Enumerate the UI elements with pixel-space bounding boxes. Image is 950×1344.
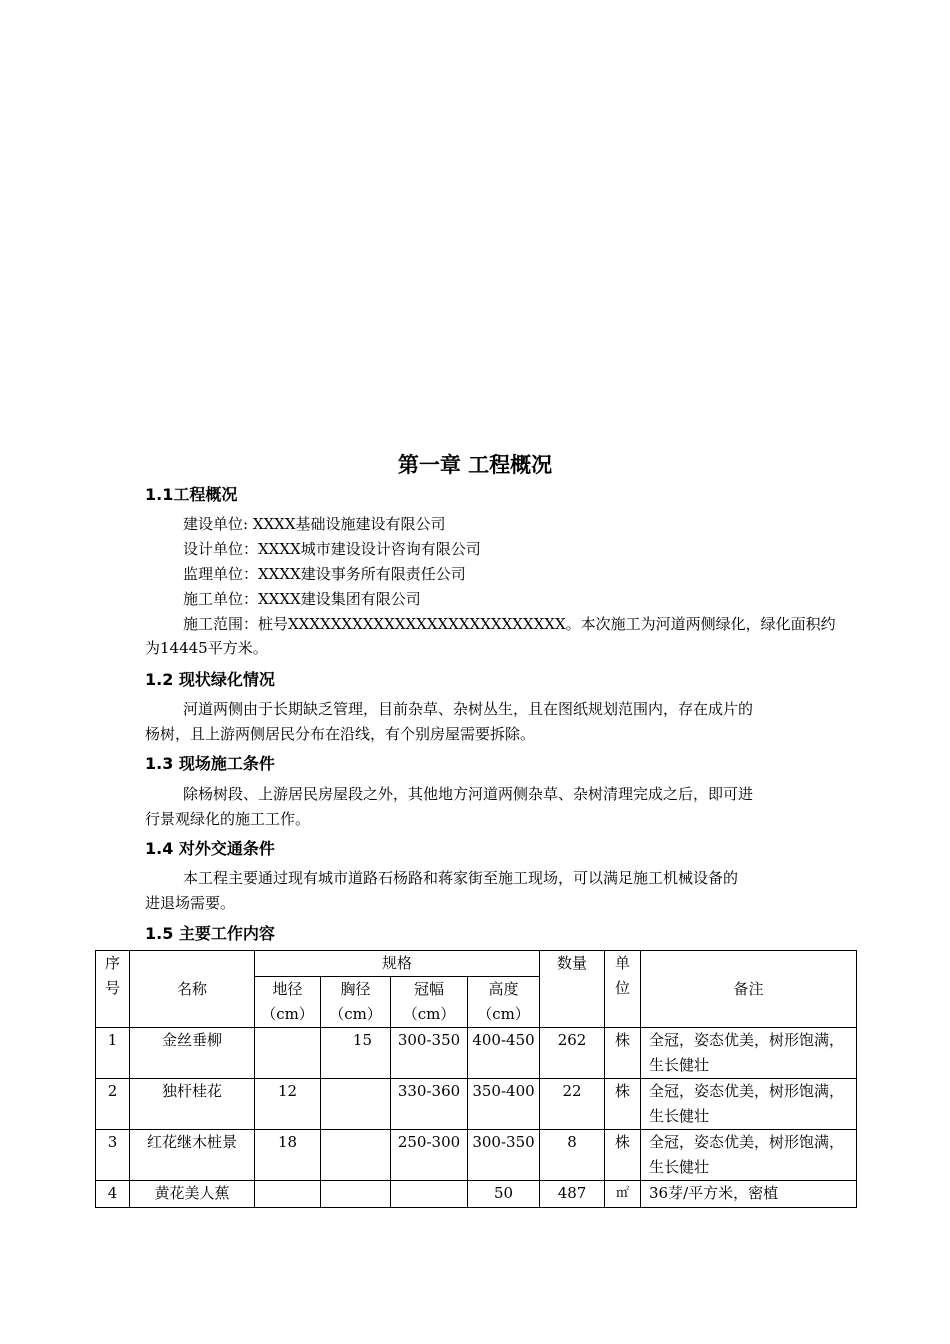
section-heading-1-2: 1.2 现状绿化情况 xyxy=(145,670,275,689)
main-works-table xyxy=(95,950,857,1208)
header-gaodu: 高度 （cm） xyxy=(468,977,540,1028)
table-row xyxy=(96,1181,857,1208)
cell-unit: ㎡ xyxy=(605,1181,641,1208)
section-1-4-para-line: 本工程主要通过现有城市道路石杨路和蒋家街至施工现场，可以满足施工机械设备的 xyxy=(183,869,739,887)
construction-unit-line: 施工单位：XXXX建设集团有限公司 xyxy=(183,590,421,608)
header-name: 名称 xyxy=(130,951,255,1028)
cell-xiongjing: 15 xyxy=(321,1028,391,1079)
cell-guanfu: 250-300 xyxy=(391,1130,468,1181)
cell-seq: 1 xyxy=(96,1028,130,1079)
table-row xyxy=(96,1028,857,1079)
section-heading-1-5: 1.5 主要工作内容 xyxy=(145,924,275,943)
cell-guanfu: 330-360 xyxy=(391,1079,468,1130)
cell-unit: 株 xyxy=(605,1028,641,1079)
chapter-title: 第一章 工程概况 xyxy=(397,453,553,477)
cell-dijing xyxy=(255,1028,321,1079)
cell-xiongjing xyxy=(321,1079,391,1130)
cell-seq: 3 xyxy=(96,1130,130,1181)
cell-dijing xyxy=(255,1181,321,1208)
cell-gaodu: 300-350 xyxy=(468,1130,540,1181)
cell-seq: 4 xyxy=(96,1181,130,1208)
cell-note: 全冠，姿态优美，树形饱满， 生长健壮 xyxy=(641,1028,857,1079)
scope-line-cont: 为14445平方米。 xyxy=(145,639,268,657)
cell-qty: 262 xyxy=(540,1028,605,1079)
cell-dijing: 18 xyxy=(255,1130,321,1181)
design-unit-line: 设计单位：XXXX城市建设设计咨询有限公司 xyxy=(183,540,481,558)
header-qty: 数量 xyxy=(540,951,605,1028)
owner-unit-line: 建设单位: XXXX基础设施建设有限公司 xyxy=(183,515,446,533)
section-1-4-para-line: 进退场需要。 xyxy=(145,894,236,912)
section-heading-1-3: 1.3 现场施工条件 xyxy=(145,754,275,773)
cell-name: 独杆桂花 xyxy=(130,1079,255,1130)
cell-name: 红花继木桩景 xyxy=(130,1130,255,1181)
cell-note: 全冠，姿态优美，树形饱满， 生长健壮 xyxy=(641,1130,857,1181)
cell-unit: 株 xyxy=(605,1130,641,1181)
cell-qty: 8 xyxy=(540,1130,605,1181)
header-spec: 规格 xyxy=(255,951,540,977)
header-seq: 序 号 xyxy=(96,951,130,1028)
cell-gaodu: 400-450 xyxy=(468,1028,540,1079)
header-unit: 单 位 xyxy=(605,951,641,1028)
cell-gaodu: 350-400 xyxy=(468,1079,540,1130)
section-1-2-para-line: 河道两侧由于长期缺乏管理，目前杂草、杂树丛生，且在图纸规划范围内，存在成片的 xyxy=(183,700,754,718)
cell-dijing: 12 xyxy=(255,1079,321,1130)
cell-seq: 2 xyxy=(96,1079,130,1130)
header-dijing: 地径 （cm） xyxy=(255,977,321,1028)
table-row xyxy=(96,1079,857,1130)
section-1-3-para-line: 除杨树段、上游居民房屋段之外，其他地方河道两侧杂草、杂树清理完成之后，即可进 xyxy=(183,785,754,803)
section-heading-1-1: 1.1工程概况 xyxy=(145,485,238,504)
cell-xiongjing xyxy=(321,1130,391,1181)
cell-xiongjing xyxy=(321,1181,391,1208)
cell-qty: 487 xyxy=(540,1181,605,1208)
cell-gaodu: 50 xyxy=(468,1181,540,1208)
cell-note: 36芽/平方米，密植 xyxy=(641,1181,857,1208)
section-heading-1-4: 1.4 对外交通条件 xyxy=(145,839,275,858)
cell-note: 全冠，姿态优美，树形饱满， 生长健壮 xyxy=(641,1079,857,1130)
table-header-row xyxy=(96,951,857,977)
cell-name: 黄花美人蕉 xyxy=(130,1181,255,1208)
cell-name: 金丝垂柳 xyxy=(130,1028,255,1079)
cell-unit: 株 xyxy=(605,1079,641,1130)
section-1-3-para-line: 行景观绿化的施工工作。 xyxy=(145,810,311,828)
scope-line: 施工范围：桩号XXXXXXXXXXXXXXXXXXXXXXXXXX。本次施工为河道两侧绿化，绿化面积约 xyxy=(183,615,836,633)
section-1-2-para-line: 杨树，且上游两侧居民分布在沿线，有个别房屋需要拆除。 xyxy=(145,725,536,743)
supervision-unit-line: 监理单位：XXXX建设事务所有限责任公司 xyxy=(183,565,466,583)
table-row xyxy=(96,1130,857,1181)
cell-guanfu xyxy=(391,1181,468,1208)
header-note: 备注 xyxy=(641,951,857,1028)
header-guanfu: 冠幅 （cm） xyxy=(391,977,468,1028)
cell-qty: 22 xyxy=(540,1079,605,1130)
cell-guanfu: 300-350 xyxy=(391,1028,468,1079)
header-xiongjing: 胸径 （cm） xyxy=(321,977,391,1028)
